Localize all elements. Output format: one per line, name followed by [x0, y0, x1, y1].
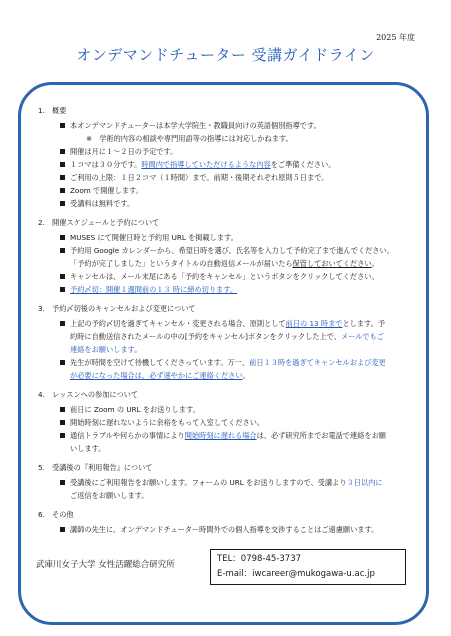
square-bullet-icon [60, 235, 65, 240]
list-item [38, 476, 416, 489]
section-heading [38, 508, 416, 521]
square-bullet-icon [60, 433, 65, 438]
item-text: いします。 [70, 444, 106, 453]
item-text: キャンセルは、メール末尾にある「予約をキャンセル」というボタンをクリックしてください。 [70, 272, 379, 281]
square-bullet-icon [60, 149, 65, 154]
item-text: 開催は月に１～２日の予定です。 [70, 147, 178, 156]
item-text: ご利用の上限：１日２コマ（１時間）まで。前期・後期それぞれ原則５日まで。 [70, 173, 329, 182]
square-bullet-icon [60, 360, 65, 365]
item-text: が必要になった場合は、必ず速やかにご連絡ください [70, 371, 243, 380]
list-item [38, 369, 416, 382]
item-text: 本オンデマンドチューターは本学大学院生・教職員向けの英語個別指導です。 [70, 121, 321, 130]
section [38, 104, 416, 210]
list-item [38, 330, 416, 343]
item-text: 連絡をお願いします [70, 345, 135, 354]
item-text: 「予約が完了しました」というタイトルの自動返信メールが届いたら [70, 259, 293, 268]
item-text: 。 [371, 259, 379, 268]
item-text: 開始時刻に遅れないように余裕をもって入室してください。 [70, 418, 265, 427]
list-item [38, 523, 416, 536]
section-title: 開催スケジュールと予約について [52, 218, 160, 227]
list-item [38, 283, 416, 296]
item-text: 受講後にご利用報告をお願いします。フォームの URL をお送りしますので、受講より [70, 478, 347, 487]
item-text: は、必ず研究所までお電話で連絡をお願 [256, 431, 386, 440]
section-number: 2. [38, 218, 45, 227]
list-item [38, 158, 416, 171]
list-item [38, 197, 416, 210]
section-number: 1. [38, 106, 45, 115]
square-bullet-icon [60, 287, 65, 292]
item-text: MUSES にて開催日時と予約用 URL を掲載します。 [70, 233, 238, 242]
item-text: Zoom で開催します。 [70, 186, 143, 195]
square-bullet-icon [60, 407, 65, 412]
contact-box [210, 549, 406, 585]
list-item [38, 343, 416, 356]
list-item [38, 442, 416, 455]
square-bullet-icon [60, 527, 65, 532]
square-bullet-icon [60, 162, 65, 167]
square-bullet-icon [60, 123, 65, 128]
section-number: 3. [38, 304, 45, 313]
item-text: 開始時刻に遅れる場合 [184, 431, 257, 440]
section-number: 4. [38, 390, 45, 399]
year-label: 2025 年度 [376, 33, 415, 42]
list-item [38, 184, 416, 197]
section-heading [38, 302, 416, 315]
section [38, 216, 416, 296]
section-title: 予約〆切後のキャンセルおよび変更について [52, 304, 196, 313]
square-bullet-icon [60, 188, 65, 193]
section-title: その他 [52, 510, 74, 519]
section-heading [38, 461, 416, 474]
square-bullet-icon [60, 420, 65, 425]
list-item [38, 231, 416, 244]
section-title: 概要 [52, 106, 67, 115]
item-text: 講師の先生に、オンデマンドチューター時間外での個人指導を交渉することはご遠慮願います。 [70, 525, 379, 534]
section-title: 受講後の『利用報告』について [52, 463, 153, 472]
guideline-content [38, 104, 416, 536]
item-text: メールでもご [340, 332, 384, 341]
organization-name: 武庫川女子大学 女性活躍総合研究所 [36, 560, 175, 570]
list-item [38, 489, 416, 502]
list-item [38, 244, 416, 257]
square-bullet-icon [60, 201, 65, 206]
square-bullet-icon [60, 248, 65, 253]
square-bullet-icon [60, 175, 65, 180]
item-text: 上記の予約〆切を過ぎてキャンセル・変更される場合、原則として [70, 319, 286, 328]
item-text: 。 [134, 345, 142, 354]
item-text: ご返信をお願いします。 [70, 491, 149, 500]
list-item [38, 145, 416, 158]
list-item [38, 270, 416, 283]
item-text: 受講料は無料です。 [70, 199, 135, 208]
item-text: 。 [242, 371, 250, 380]
list-item [38, 119, 416, 132]
section [38, 388, 416, 455]
item-text: ３日以内に [346, 478, 383, 487]
item-text: 先生が時間を空けて待機してくださっています。万一、 [70, 358, 250, 367]
square-bullet-icon [60, 274, 65, 279]
item-text: 約時に自動送信されたメールの中の[予約をキャンセル]ボタンをクリックした上で、 [70, 332, 341, 341]
item-text: １コマは３０分です。 [70, 160, 142, 169]
list-item [38, 356, 416, 369]
list-item [38, 171, 416, 184]
section-heading [38, 104, 416, 117]
square-bullet-icon [60, 480, 65, 485]
page-title: オンデマンドチューター 受講ガイドライン [76, 46, 375, 64]
list-item [38, 416, 416, 429]
section-heading [38, 216, 416, 229]
item-text: 前日の 13 時まで [285, 319, 343, 328]
item-text: 前日に Zoom の URL をお送りします。 [70, 405, 200, 414]
item-text: 前日１３時を過ぎてキャンセルおよび変更 [249, 358, 386, 367]
section [38, 302, 416, 382]
item-text: 通信トラブルや何らかの事情により [70, 431, 185, 440]
note-line [38, 132, 416, 145]
item-text: をご準備ください。 [270, 160, 336, 169]
square-bullet-icon [60, 321, 65, 326]
item-text: 予約〆切：開催１週間前の１３ 時に締め切ります。 [70, 285, 238, 294]
list-item [38, 403, 416, 416]
contact-email: E-mail：iwcareer@mukogawa-u.ac.jp [217, 569, 375, 579]
item-text: 予約用 Google カレンダーから、希望日時を選び、氏名等を入力して予約完了まで進んでください。 [70, 246, 394, 255]
contact-tel: TEL：0798-45-3737 [217, 554, 302, 564]
list-item [38, 317, 416, 330]
section-number: 5. [38, 463, 45, 472]
item-text: ※ 学術的内容の相談や専門用語等の指導には対応しかねます。 [86, 134, 293, 143]
section-heading [38, 388, 416, 401]
item-text: とします。予 [342, 319, 386, 328]
item-text: 時間内で指導していただけるような内容 [141, 160, 271, 169]
section [38, 508, 416, 536]
section-number: 6. [38, 510, 45, 519]
section-title: レッスンへの参加について [52, 390, 139, 399]
list-item [38, 429, 416, 442]
section [38, 461, 416, 502]
item-text: 保管しておいてください [292, 259, 372, 268]
list-item [38, 257, 416, 270]
